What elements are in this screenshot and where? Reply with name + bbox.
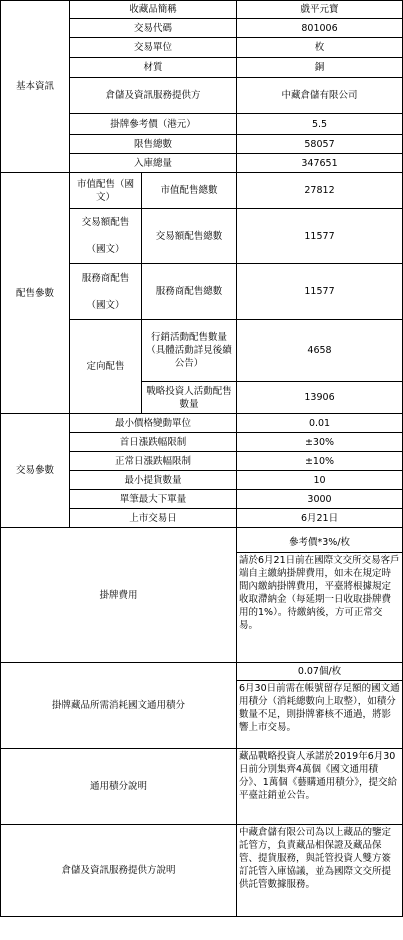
value-first-day-limit: ±30% [237,433,403,452]
value-max-order: 3000 [237,490,403,509]
label-listing-date: 上市交易日 [70,509,237,528]
section-trading: 交易參數 [1,414,70,528]
group-market-placement: 市值配售（國文） [70,173,142,209]
group-service-placement-line2: （國文） [86,299,125,311]
section-placement: 配售參數 [1,173,70,414]
label-listing-fee: 掛牌費用 [1,528,237,663]
label-points-note: 通用積分說明 [1,749,237,825]
value-stored-total: 347651 [237,154,403,173]
label-reference-price: 掛牌參考價（港元） [70,114,237,135]
value-normal-day-limit: ±10% [237,452,403,471]
group-service-placement-line1: 服務商配售 [81,272,130,284]
value-promo-placement: 4658 [237,320,403,382]
label-max-order: 單筆最大下單量 [70,490,237,509]
label-service-placement-total: 服務商配售總數 [142,264,237,320]
label-normal-day-limit: 正常日漲跌幅限制 [70,452,237,471]
label-trade-code: 交易代碼 [70,19,237,38]
label-min-delivery: 最小提貨數量 [70,471,237,490]
label-storage-note: 倉儲及資訊服務提供方說明 [1,825,237,917]
label-material: 材質 [70,58,237,78]
label-min-tick: 最小價格變動單位 [70,414,237,433]
label-stored-total: 入庫總量 [70,154,237,173]
label-restricted-total: 限售總數 [70,135,237,154]
value-required-points: 0.07個/枚 [237,663,403,681]
label-promo-placement: 行銷活動配售數量（具體活動詳見後續公告） [142,320,237,382]
storage-note-description: 中藏倉儲有限公司為以上藏品的鑒定託管方，負責藏品相保證及藏品保管、提貨服務，與託管投資人雙方簽訂託管入庫協議，並為國際文交所提供託管數據服務。 [237,825,403,917]
value-listing-date: 6月21日 [237,509,403,528]
value-strategic-placement: 13906 [237,382,403,414]
value-trade-unit: 枚 [237,38,403,58]
value-market-placement-total: 27812 [237,173,403,209]
label-trade-placement-total: 交易額配售總數 [142,209,237,264]
group-trade-placement-line1: 交易額配售 [81,217,130,228]
value-min-delivery: 10 [237,471,403,490]
group-service-placement [70,264,142,320]
value-material: 銅 [237,58,403,78]
label-trade-unit: 交易單位 [70,38,237,58]
value-min-tick: 0.01 [237,414,403,433]
group-directed-placement: 定向配售 [70,320,142,414]
value-service-placement-total: 11577 [237,264,403,320]
value-trade-placement-total: 11577 [237,209,403,264]
required-points-description: 6月30日前需在帳號留存足額的國文通用積分（消耗總數向上取整），如積分數量不足，則掛牌審核不通過，將影響上市交易。 [237,681,403,749]
value-restricted-total: 58057 [237,135,403,154]
section-basic-info: 基本資訊 [1,1,70,173]
label-market-placement-total: 市值配售總數 [142,173,237,209]
listing-fee-description: 請於6月21日前在國際文交所交易客戶端自主繳納掛牌費用，如未在規定時間內繳納掛牌費用，平臺將根據規定收取滯納金（每延期一日收取掛牌費用的1%）。待繳納後，方可正常交易。 [237,553,403,663]
label-required-points: 掛牌藏品所需消耗國文通用積分 [1,663,237,749]
label-short-name: 收藏品簡稱 [70,1,237,19]
value-short-name: 戲平元寶 [237,1,403,19]
label-storage-provider: 倉儲及資訊服務提供方 [70,78,237,114]
value-listing-fee-rate: 參考價*3%/枚 [237,528,403,553]
label-strategic-placement: 戰略投資人活動配售數量 [142,382,237,414]
group-trade-placement-line2: （國文） [86,244,125,255]
value-trade-code: 801006 [237,19,403,38]
value-storage-provider: 中藏倉儲有限公司 [237,78,403,114]
value-reference-price: 5.5 [237,114,403,135]
group-trade-placement [70,209,142,264]
points-note-description: 藏品戰略投資人承諾於2019年6月30日前分別集齊4萬個《國文通用積分》、1萬個《藝購通用積分》，提交給平臺註銷並公告。 [237,749,403,825]
label-first-day-limit: 首日漲跌幅限制 [70,433,237,452]
